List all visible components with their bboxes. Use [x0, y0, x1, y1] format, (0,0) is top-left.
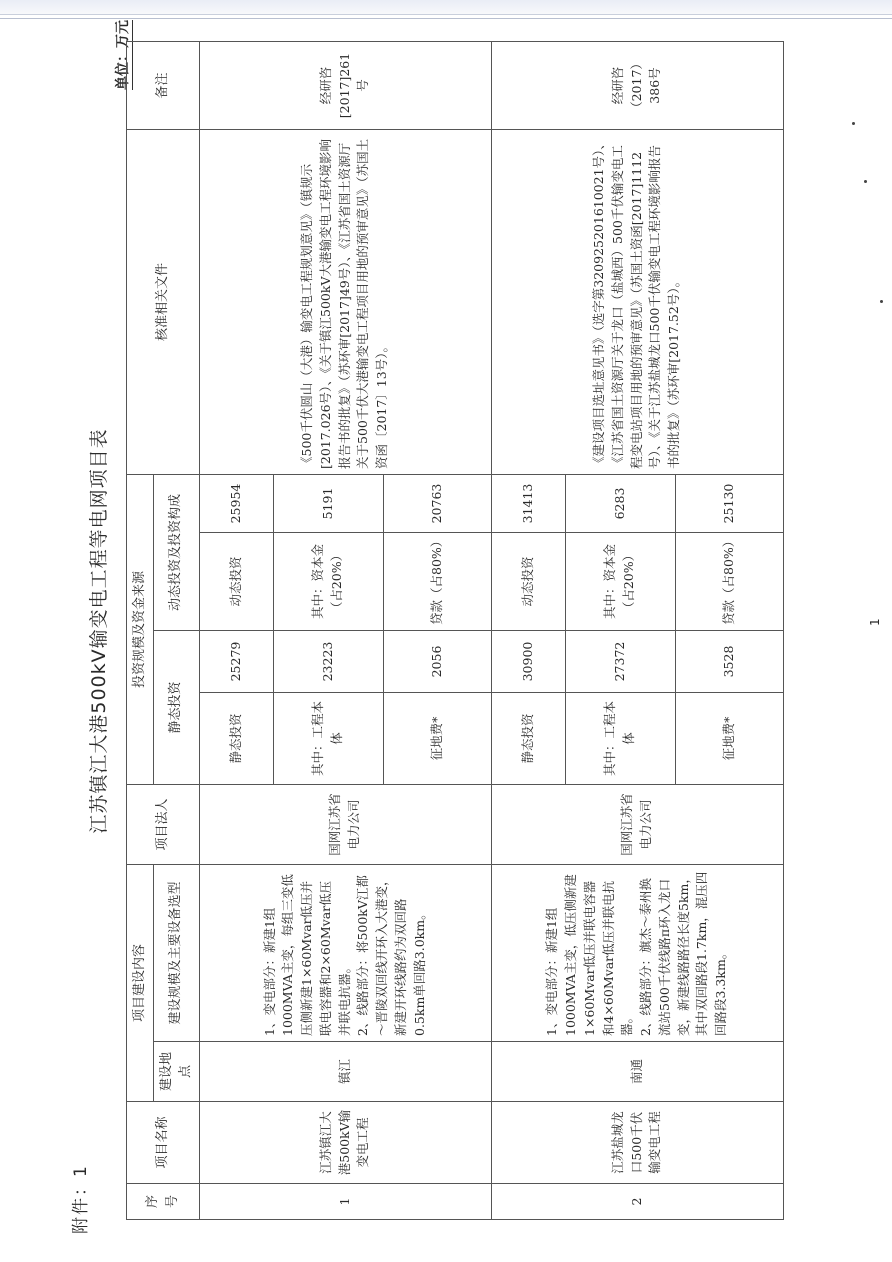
project-2-loan-value: 25130	[675, 475, 783, 533]
project-1-seq: 1	[199, 1184, 491, 1220]
project-2-land-label: 征地费*	[675, 693, 783, 785]
project-2-remark: 经研咨（2017）386号	[491, 42, 783, 130]
scan-speck	[880, 300, 883, 303]
header-docs: 核准相关文件	[127, 130, 200, 475]
header-invest-group: 投资规模及资金来源	[127, 475, 154, 785]
project-1-location: 镇江	[199, 1042, 491, 1102]
header-seq: 序号	[127, 1184, 200, 1220]
project-1-capital-label: 其中：资本金（占20%）	[273, 533, 383, 631]
project-1-loan-label: 贷款（占80%）	[383, 533, 491, 631]
project-1-docs: 《500千伏圆山（大港）输变电工程规划意见》（镇规示[2017.026号）、《关于镇江500kV大港输变电工程环境影响报告书的批复》（苏环审[2017]49号）、《江苏省国土资源厅关于500千伏大港输变电工程项目用地的预审意见》（苏国土资函〔2017〕13号）。	[199, 130, 491, 475]
project-2-scale: 1、变电部分：新建1组1000MVA主变，低压侧新建1×60Mvar低压并联电容器和4×60Mvar低压并联电抗器。 2、线路部分：旗杰～泰州换流站500千伏线路π环入龙口变，新建线路路径长度5km，其中双回路段1.7km，混压四回路段3.3km。	[491, 865, 783, 1042]
project-2-seq: 2	[491, 1184, 783, 1220]
project-2-static-total: 30900	[491, 631, 565, 693]
unit-label: 单位：万元	[112, 20, 133, 90]
scan-speck	[864, 180, 867, 183]
project-2-location: 南通	[491, 1042, 783, 1102]
project-2-docs: 《建设项目选址意见书》（选字第320925201610021号）、《江苏省国土资源厅关于龙口（盐城西）500千伏输变电工程变电站项目用地的预审意见》（苏国土资函[2017]1112号）、《关于江苏盐城龙口500千伏输变电工程环境影响报告书的批复》（苏环审[2017.52号）。	[491, 130, 783, 475]
scan-speck	[852, 122, 855, 125]
project-2-land-value: 3528	[675, 631, 783, 693]
project-1-dynamic-label: 动态投资	[199, 533, 273, 631]
header-content-group: 项目建设内容	[127, 865, 154, 1102]
project-1-capital-value: 5191	[273, 475, 383, 533]
page-title: 江苏镇江大港500kV输变电工程等电网项目表	[88, 428, 110, 834]
header-legal-person: 项目法人	[127, 785, 200, 865]
header-remark: 备注	[127, 42, 200, 130]
header-project-name: 项目名称	[127, 1102, 200, 1184]
project-1-dynamic-total: 25954	[199, 475, 273, 533]
project-1-static-sub-label: 其中：工程本体	[273, 693, 383, 785]
project-2-dynamic-label: 动态投资	[491, 533, 565, 631]
page-number: 1	[868, 618, 882, 626]
project-1-loan-value: 20763	[383, 475, 491, 533]
header-dynamic: 动态投资及投资构成	[153, 475, 199, 631]
project-2-legal-person: 国网江苏省电力公司	[491, 785, 783, 865]
project-1-land-value: 2056	[383, 631, 491, 693]
annex-label: 附件：1	[71, 1164, 91, 1234]
project-1-name: 江苏镇江大港500kV输变电工程	[199, 1102, 491, 1184]
project-2-dynamic-total: 31413	[491, 475, 565, 533]
project-2-name: 江苏盐城龙口500千伏输变电工程	[491, 1102, 783, 1184]
project-table	[126, 41, 784, 1220]
project-1-static-label: 静态投资	[199, 693, 273, 785]
project-1-static-total: 25279	[199, 631, 273, 693]
project-1-legal-person: 国网江苏省电力公司	[199, 785, 491, 865]
project-2-loan-label: 贷款（占80%）	[675, 533, 783, 631]
header-location: 建设地点	[153, 1042, 199, 1102]
header-scale: 建设规模及主要设备选型	[153, 865, 199, 1042]
project-1-remark: 经研咨[2017]261号	[199, 42, 491, 130]
project-1-scale: 1、变电部分：新建1组1000MVA主变，每组三变低压侧新建1×60Mvar低压并联电容器和2×60Mvar低压并联电抗器。 2、线路部分：将500kV江都～晋陵双回线开环入大港变，新建开环线路约为双回路0.5km单回路3.0km。	[199, 865, 491, 1042]
project-2-capital-label: 其中：资本金（占20%）	[565, 533, 675, 631]
project-1-land-label: 征地费*	[383, 693, 491, 785]
project-2-static-sub-value: 27372	[565, 631, 675, 693]
project-1-static-sub-value: 23223	[273, 631, 383, 693]
header-static: 静态投资	[153, 631, 199, 785]
project-2-capital-value: 6283	[565, 475, 675, 533]
project-2-static-sub-label: 其中：工程本体	[565, 693, 675, 785]
project-2-static-label: 静态投资	[491, 693, 565, 785]
